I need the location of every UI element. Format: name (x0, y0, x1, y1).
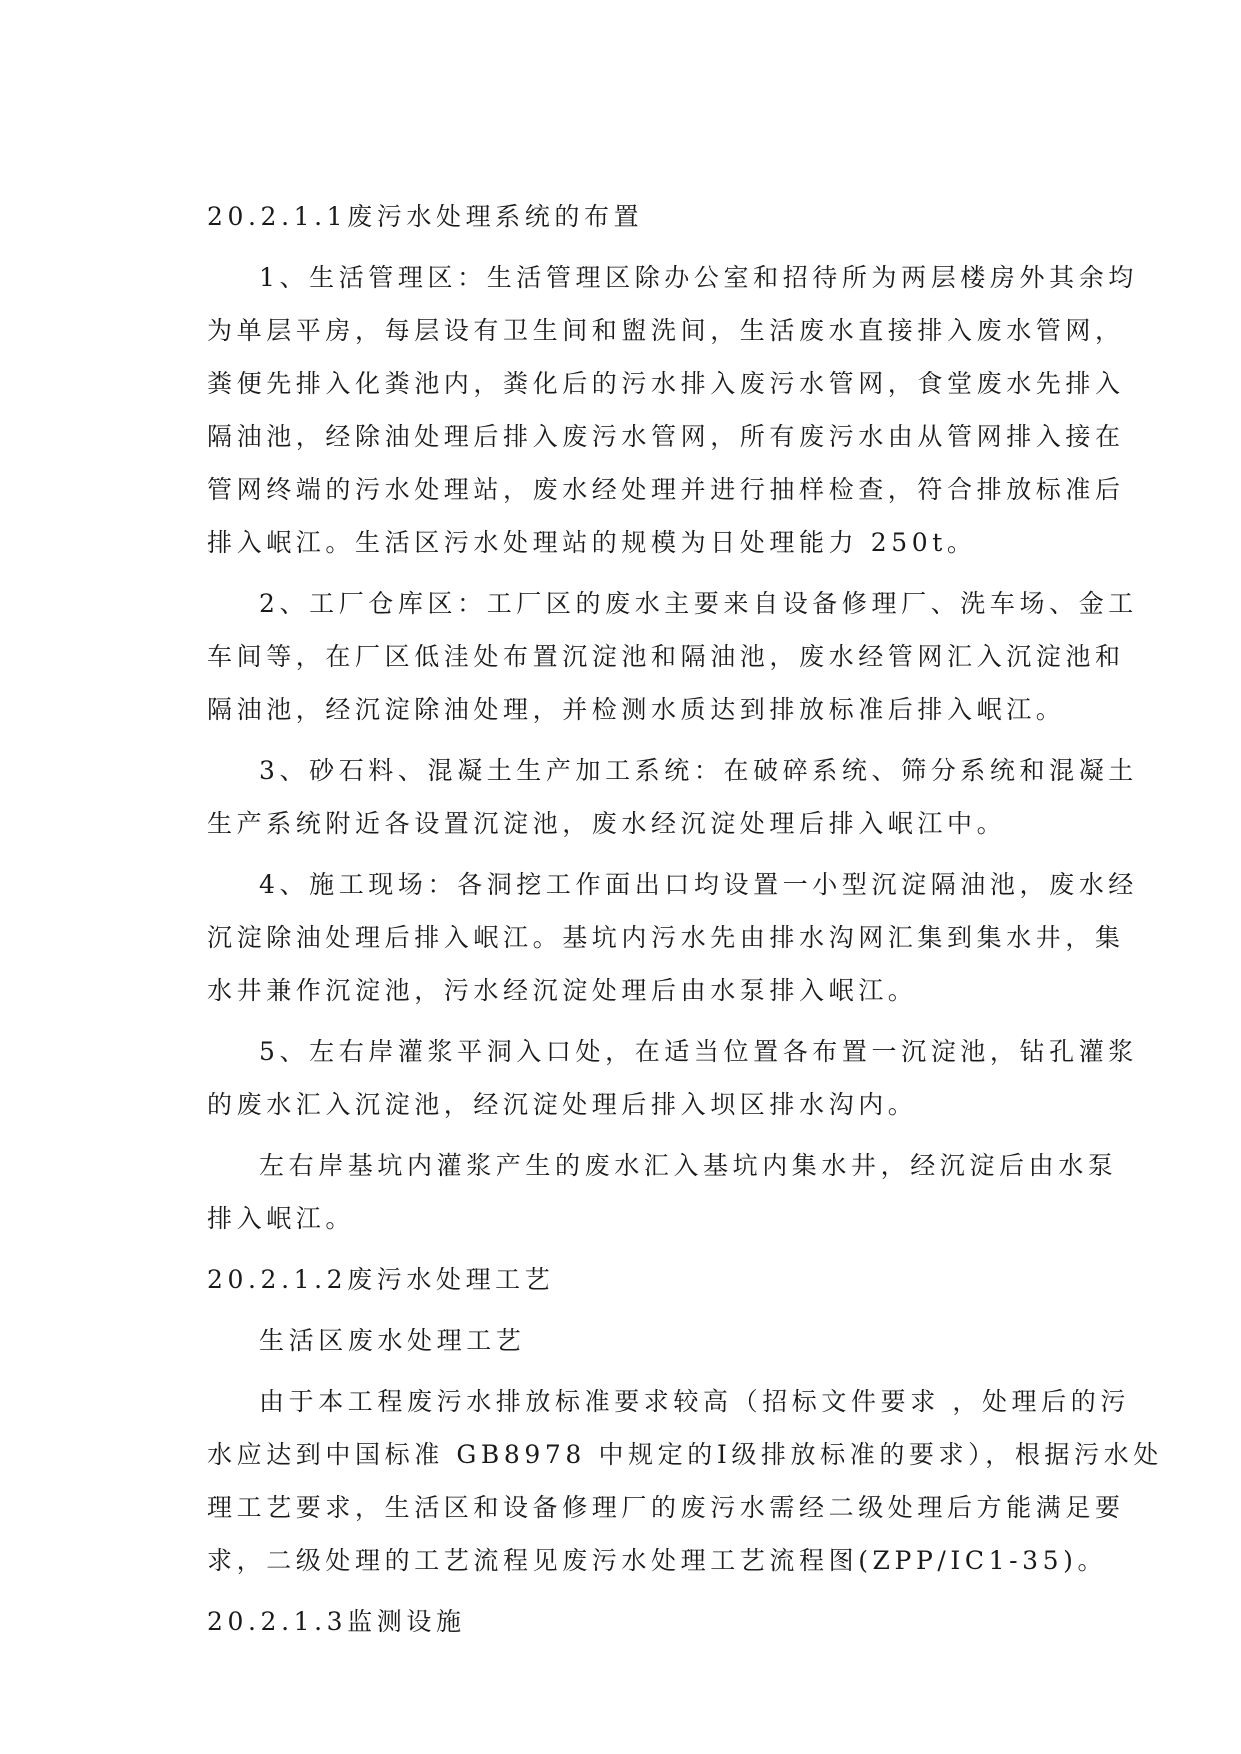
section-heading-20-2-1-1: 20.2.1.1废污水处理系统的布置 (207, 202, 644, 231)
paragraph-line: 理工艺要求，生活区和设备修理厂的废污水需经二级处理后方能满足要 (207, 1493, 1125, 1522)
paragraph-line: 1、生活管理区：生活管理区除办公室和招待所为两层楼房外其余均 (259, 263, 1138, 292)
paragraph-aggregate-concrete (207, 744, 1138, 850)
paragraph-line: 沉淀除油处理后排入岷江。基坑内污水先由排水沟网汇集到集水井，集 (207, 923, 1125, 952)
section-heading-20-2-1-2: 20.2.1.2废污水处理工艺 (207, 1265, 555, 1294)
paragraph-line: 2、工厂仓库区：工厂区的废水主要来自设备修理厂、洗车场、金工 (259, 589, 1138, 618)
paragraph-line: 水井兼作沉淀池，污水经沉淀处理后由水泵排入岷江。 (207, 976, 918, 1005)
paragraph-line: 隔油池，经沉淀除油处理，并检测水质达到排放标准后排入岷江。 (207, 695, 1066, 724)
paragraph-line: 隔油池，经除油处理后排入废污水管网，所有废污水由从管网排入接在 (207, 422, 1125, 451)
paragraph-line: 的废水汇入沉淀池，经沉淀处理后排入坝区排水沟内。 (207, 1090, 918, 1119)
paragraph-line: 3、砂石料、混凝土生产加工系统：在破碎系统、筛分系统和混凝土 (259, 756, 1138, 785)
paragraph-living-area (207, 251, 1138, 569)
paragraph-line: 5、左右岸灌浆平洞入口处，在适当位置各布置一沉淀池，钻孔灌浆 (259, 1037, 1138, 1066)
paragraph-line: 管网终端的污水处理站，废水经处理并进行抽样检查，符合排放标准后 (207, 475, 1125, 504)
paragraph-foundation-pit (207, 1139, 1118, 1245)
paragraph-treatment-process (207, 1375, 1163, 1587)
paragraph-line: 求，二级处理的工艺流程见废污水处理工艺流程图(ZPP/IC1-35)。 (207, 1546, 1108, 1575)
paragraph-line: 左右岸基坑内灌浆产生的废水汇入基坑内集水井，经沉淀后由水泵 (259, 1151, 1118, 1180)
paragraph-line: 水应达到中国标准 GB8978 中规定的Ⅰ级排放标准的要求），根据污水处 (207, 1440, 1163, 1469)
paragraph-factory-warehouse (207, 577, 1138, 736)
paragraph-line: 粪便先排入化粪池内，粪化后的污水排入废污水管网，食堂废水先排入 (207, 369, 1125, 398)
paragraph-line: 车间等，在厂区低洼处布置沉淀池和隔油池，废水经管网汇入沉淀池和 (207, 642, 1125, 671)
subheading-living-area-process: 生活区废水处理工艺 (259, 1326, 526, 1355)
paragraph-line: 排入岷江。 (207, 1204, 356, 1233)
paragraph-grouting-adit (207, 1025, 1138, 1131)
paragraph-construction-site (207, 858, 1138, 1017)
paragraph-line: 为单层平房，每层设有卫生间和盥洗间，生活废水直接排入废水管网， (207, 316, 1125, 345)
paragraph-line: 生产系统附近各设置沉淀池，废水经沉淀处理后排入岷江中。 (207, 809, 1007, 838)
paragraph-line: 4、施工现场：各洞挖工作面出口均设置一小型沉淀隔油池，废水经 (259, 870, 1138, 899)
paragraph-line: 由于本工程废污水排放标准要求较高（招标文件要求 ，处理后的污 (259, 1387, 1130, 1416)
paragraph-line: 排入岷江。生活区污水处理站的规模为日处理能力 250t。 (207, 528, 977, 557)
section-heading-20-2-1-3: 20.2.1.3监测设施 (207, 1607, 466, 1636)
